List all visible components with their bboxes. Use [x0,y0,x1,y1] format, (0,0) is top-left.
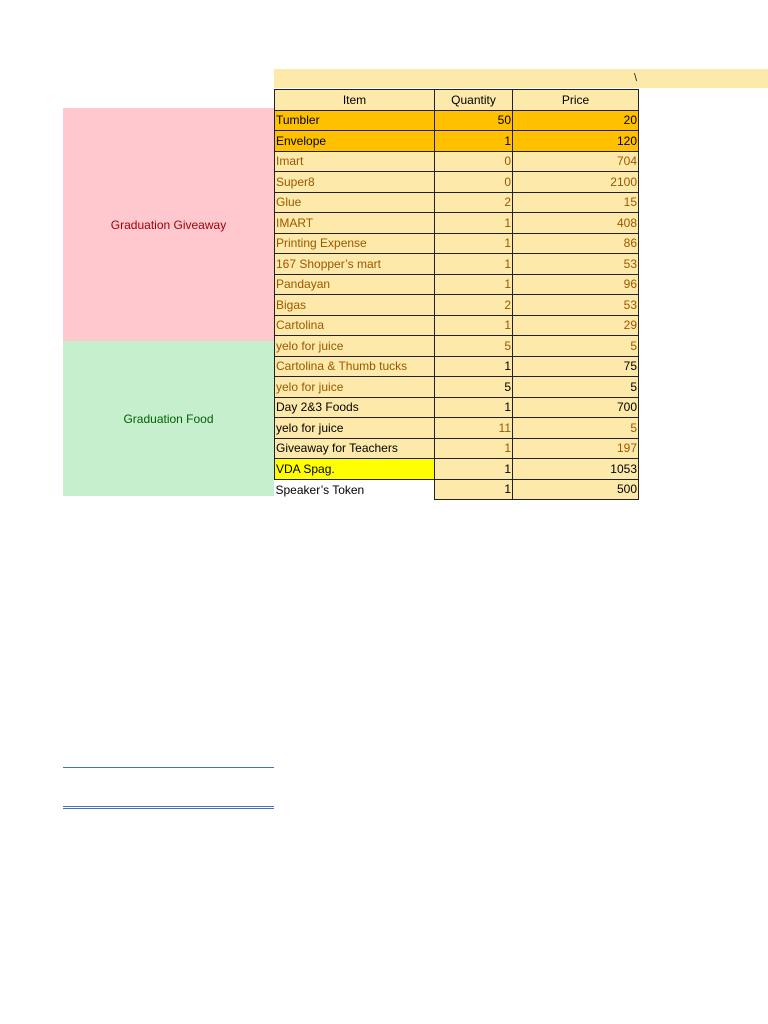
table-row [275,418,639,439]
cell-quantity[interactable]: 5 [435,336,513,357]
cell-quantity[interactable]: 0 [435,172,513,193]
cell-item[interactable]: Tumbler [275,110,435,131]
cell-item[interactable]: VDA Spag. [275,459,435,480]
table-row [275,356,639,377]
cell-item[interactable]: Printing Expense [275,233,435,254]
group-label-giveaway-text: Graduation Giveaway [110,217,227,232]
table-row [275,192,639,213]
table-row [275,397,639,418]
cell-quantity[interactable]: 1 [435,356,513,377]
cell-price[interactable]: 29 [513,315,639,336]
cell-item[interactable]: IMART [275,213,435,234]
cell-price[interactable]: 408 [513,213,639,234]
expense-table [274,89,639,500]
table-row [275,213,639,234]
header-mark: \ [634,72,638,84]
cell-price[interactable]: 53 [513,295,639,316]
divider-line [63,767,274,768]
table-row [275,110,639,131]
cell-quantity[interactable]: 1 [435,233,513,254]
cell-item[interactable]: yelo for juice [275,336,435,357]
cell-price[interactable]: 5 [513,377,639,398]
table-row [275,295,639,316]
column-header-item[interactable]: Item [275,90,435,111]
group-label-food[interactable] [63,341,274,496]
table-row [275,377,639,398]
cell-price[interactable]: 20 [513,110,639,131]
column-header-quantity[interactable]: Quantity [435,90,513,111]
cell-price[interactable]: 75 [513,356,639,377]
group-label-giveaway[interactable] [63,108,274,341]
cell-price[interactable]: 15 [513,192,639,213]
table-row [275,151,639,172]
cell-price[interactable]: 5 [513,418,639,439]
cell-price[interactable]: 120 [513,131,639,152]
cell-item[interactable]: yelo for juice [275,418,435,439]
cell-item[interactable]: Cartolina [275,315,435,336]
column-header-price[interactable]: Price [513,90,639,111]
cell-quantity[interactable]: 0 [435,151,513,172]
cell-item[interactable]: Bigas [275,295,435,316]
double-divider-line [63,806,274,809]
table-row [275,315,639,336]
cell-price[interactable]: 53 [513,254,639,275]
group-label-food-text: Graduation Food [123,411,214,426]
cell-item[interactable]: Glue [275,192,435,213]
cell-quantity[interactable]: 1 [435,274,513,295]
table-row [275,172,639,193]
cell-quantity[interactable]: 5 [435,377,513,398]
cell-price[interactable]: 1053 [513,459,639,480]
table-body [275,110,639,500]
cell-quantity[interactable]: 1 [435,213,513,234]
table-row [275,254,639,275]
cell-item[interactable]: Day 2&3 Foods [275,397,435,418]
cell-item[interactable]: Cartolina & Thumb tucks [275,356,435,377]
table-row [275,438,639,459]
table-row [275,233,639,254]
cell-quantity[interactable]: 1 [435,397,513,418]
cell-item[interactable]: Super8 [275,172,435,193]
cell-price[interactable]: 86 [513,233,639,254]
table-header-row [275,90,639,111]
cell-price[interactable]: 500 [513,479,639,500]
header-band [274,69,768,88]
table-row [275,479,639,500]
table-row [275,336,639,357]
cell-quantity[interactable]: 1 [435,131,513,152]
cell-quantity[interactable]: 50 [435,110,513,131]
cell-quantity[interactable]: 1 [435,254,513,275]
cell-item[interactable]: Speaker’s Token [275,479,435,500]
cell-item[interactable]: Giveaway for Teachers [275,438,435,459]
cell-price[interactable]: 704 [513,151,639,172]
cell-quantity[interactable]: 1 [435,438,513,459]
cell-item[interactable]: Envelope [275,131,435,152]
cell-item[interactable]: Pandayan [275,274,435,295]
expense-table-wrap [274,89,639,500]
cell-price[interactable]: 197 [513,438,639,459]
table-row [275,459,639,480]
cell-quantity[interactable]: 1 [435,479,513,500]
cell-price[interactable]: 2100 [513,172,639,193]
table-row [275,131,639,152]
cell-item[interactable]: Imart [275,151,435,172]
cell-quantity[interactable]: 2 [435,192,513,213]
cell-price[interactable]: 96 [513,274,639,295]
cell-quantity[interactable]: 1 [435,459,513,480]
cell-item[interactable]: yelo for juice [275,377,435,398]
cell-quantity[interactable]: 11 [435,418,513,439]
cell-price[interactable]: 5 [513,336,639,357]
cell-item[interactable]: 167 Shopper’s mart [275,254,435,275]
table-row [275,274,639,295]
cell-quantity[interactable]: 1 [435,315,513,336]
cell-quantity[interactable]: 2 [435,295,513,316]
cell-price[interactable]: 700 [513,397,639,418]
